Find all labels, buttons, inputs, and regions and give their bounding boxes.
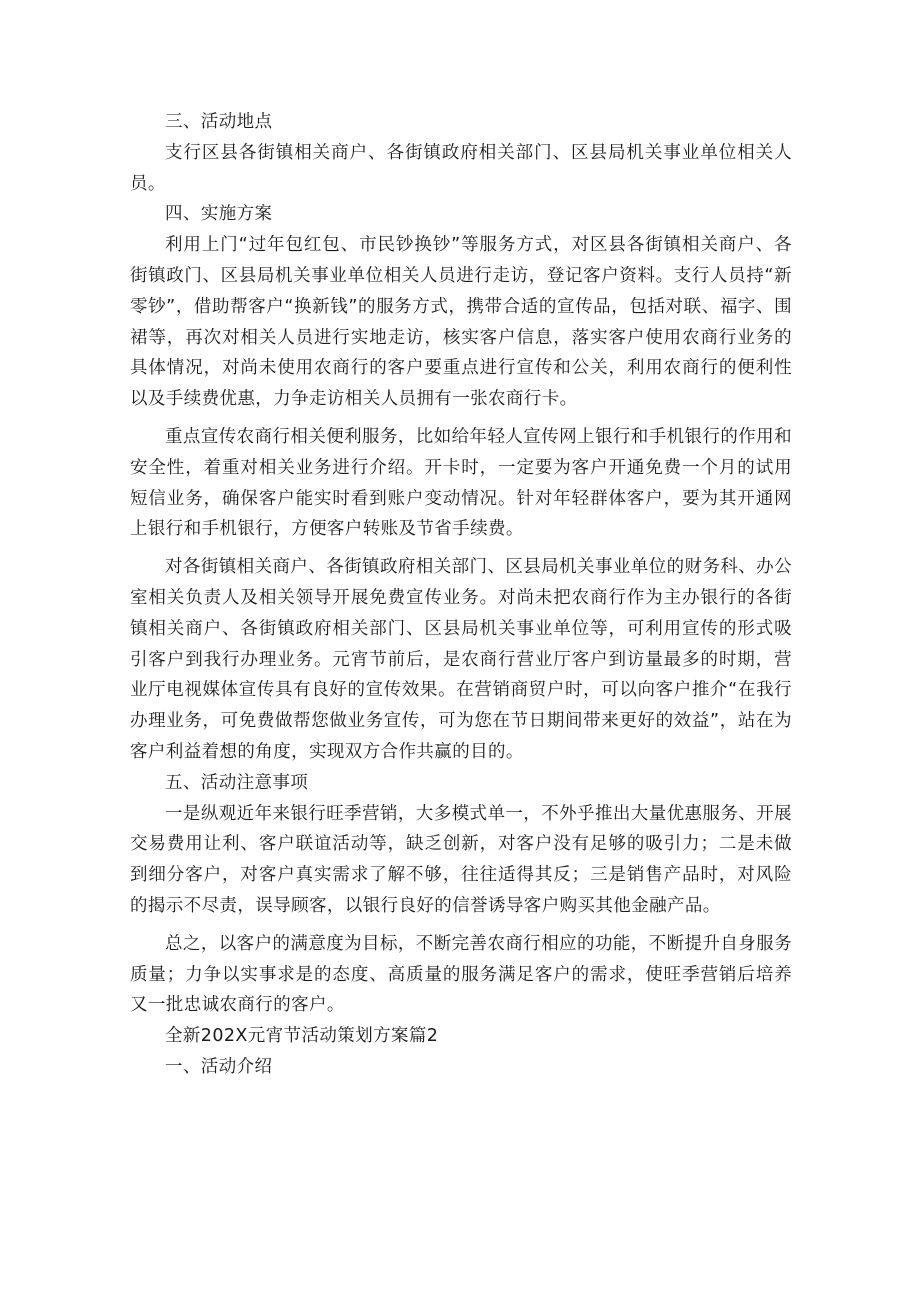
section-heading-location: 三、活动地点 xyxy=(165,112,273,132)
paragraph-notes: 一是纵观近年来银行旺季营销，大多模式单一，不外乎推出大量优惠服务、开展交易费用让利、客户联谊活动等，缺乏创新，对客户没有足够的吸引力；二是未做到细分客户，对客户真实需求了解不够，往往适得其反；三是销售产品时，对风险的揭示不尽责，误导顾客，以银行良好的信誉诱导客户购买其他金融产品。 xyxy=(130,803,792,916)
article-title-part2: 全新202X元宵节活动策划方案篇2 xyxy=(165,1026,439,1047)
paragraph-location: 支行区县各街镇相关商户、各街镇政府相关部门、区县局机关事业单位相关人员。 xyxy=(130,142,792,194)
section-heading-plan: 四、实施方案 xyxy=(165,204,273,225)
paragraph-plan-promotion: 重点宣传农商行相关便利服务，比如给年轻人宣传网上银行和手机银行的作用和安全性，着重对相关业务进行介绍。开卡时，一定要为客户开通免费一个月的试用短信业务，确保客户能实时看到账户变动情况。针对年轻群体客户，要为其开通网上银行和手机银行，方便客户转账及节省手续费。 xyxy=(130,426,792,540)
paragraph-plan-institutions: 对各街镇相关商户、各街镇政府相关部门、区县局机关事业单位的财务科、办公室相关负责人及相关领导开展免费宣传业务。对尚未把农商行作为主办银行的各街镇相关商户、各街镇政府相关部门、区县局机关事业单位等，可利用宣传的形式吸引客户到我行办理业务。元宵节前后，是农商行营业厅客户到访量最多的时期，营业厅电视媒体宣传具有良好的宣传效果。在营销商贸户时，可以向客户推介“在我行办理业务，可免费做帮您做业务宣传，可为您在节日期间带来更好的效益”，站在为客户利益着想的角度，实现双方合作共赢的目的。 xyxy=(130,557,792,762)
section-heading-intro: 一、活动介绍 xyxy=(165,1056,273,1077)
document-body xyxy=(130,107,792,1083)
section-heading-notes: 五、活动注意事项 xyxy=(165,772,309,793)
paragraph-summary: 总之，以客户的满意度为目标，不断完善农商行相应的功能，不断提升自身服务质量；力争以实事求是的态度、高质量的服务满足客户的需求，使旺季营销后培养又一批忠诚农商行的客户。 xyxy=(130,933,792,1016)
paragraph-plan-visits: 利用上门“过年包红包、市民钞换钞”等服务方式，对区县各街镇相关商户、各街镇政门、区县局机关事业单位相关人员进行走访，登记客户资料。支行人员持“新零钞”，借助帮客户“换新钱”的服务方式，携带合适的宣传品，包括对联、福字、围裙等，再次对相关人员进行实地走访，核实客户信息，落实客户使用农商行业务的具体情况，对尚未使用农商行的客户要重点进行宣传和公关，利用农商行的便利性以及手续费优惠，力争走访相关人员拥有一张农商行卡。 xyxy=(130,235,792,410)
